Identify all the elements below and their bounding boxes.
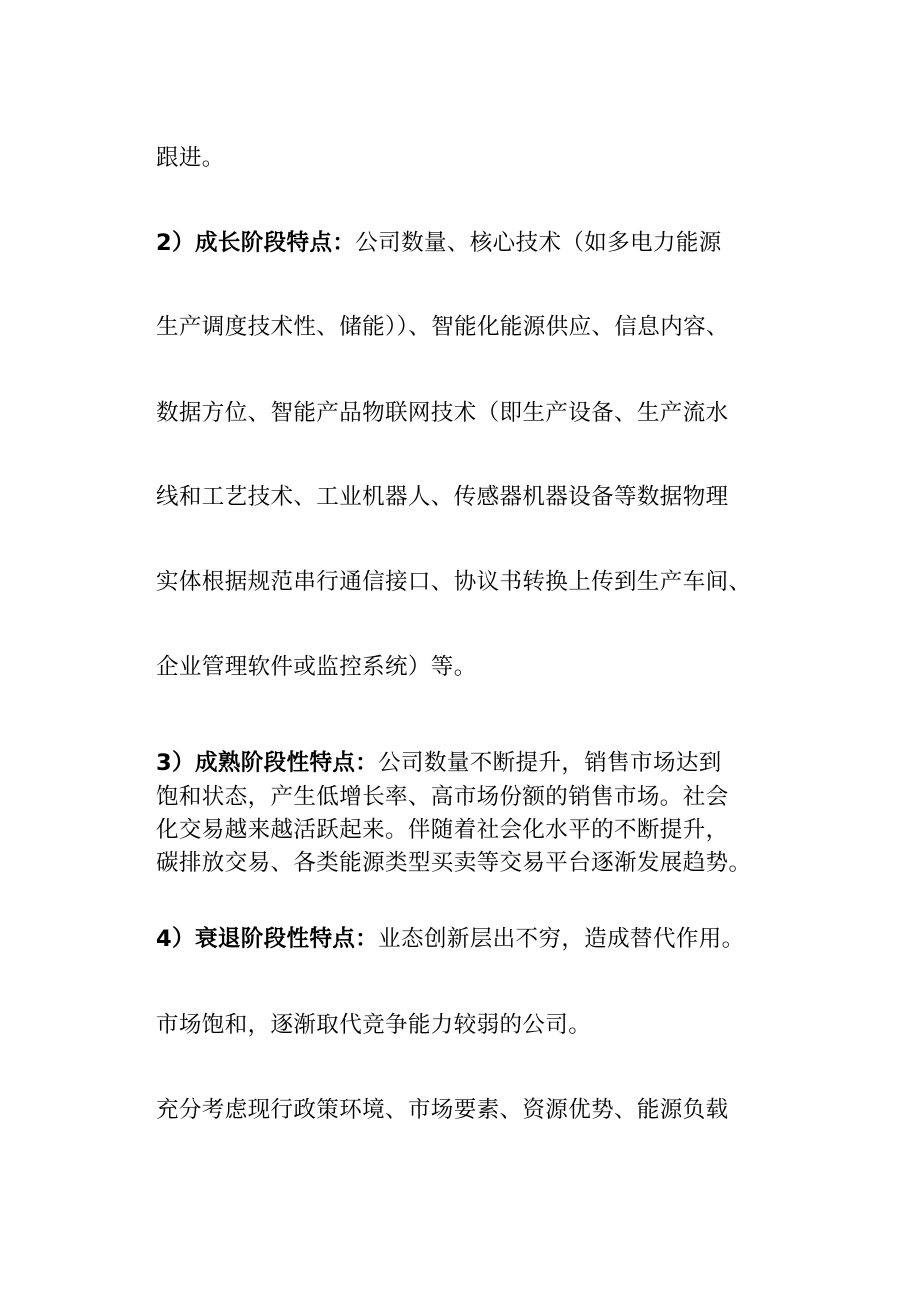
line-text: 充分考虑现行政策环境、市场要素、资源优势、能源负载 [156, 1097, 729, 1123]
text-line [156, 482, 729, 512]
line-text: 企业管理软件或监控系统）等。 [156, 654, 477, 680]
section-heading-decline: 4）衰退阶段性特点： [156, 926, 379, 952]
line-text: 跟进。 [156, 145, 225, 171]
line-text: 碳排放交易、各类能源类型买卖等交易平台逐渐发展趋势。 [156, 850, 752, 876]
section-heading-growth: 2）成长阶段特点： [156, 230, 356, 256]
section-heading-line [156, 228, 722, 258]
line-text: 线和工艺技术、工业机器人、传感器机器设备等数据物理 [156, 484, 729, 510]
text-line [156, 652, 477, 682]
text-line [156, 1095, 729, 1125]
line-text: 实体根据规范串行通信接口、协议书转换上传到生产车间、 [156, 569, 752, 595]
text-line [156, 815, 729, 845]
line-text: 公司数量、核心技术（如多电力能源 [355, 230, 722, 256]
text-line [156, 143, 225, 173]
section-heading-mature: 3）成熟阶段性特点： [156, 750, 379, 776]
text-line [156, 567, 751, 597]
text-line [156, 848, 751, 878]
line-text: 公司数量不断提升，销售市场达到 [378, 750, 722, 776]
text-line [156, 782, 729, 812]
line-text: 饱和状态，产生低增长率、高市场份额的销售市场。社会 [156, 784, 729, 810]
section-heading-line [156, 748, 722, 778]
line-text: 化交易越来越活跃起来。伴随着社会化水平的不断提升， [156, 817, 729, 843]
text-line [156, 312, 729, 342]
section-heading-line [156, 924, 745, 954]
line-text: 生产调度技术性、储能））、智能化能源供应、信息内容、 [156, 314, 729, 340]
line-text: 数据方位、智能产品物联网技术（即生产设备、生产流水 [156, 400, 729, 426]
line-text: 市场饱和，逐渐取代竞争能力较弱的公司。 [156, 1012, 592, 1038]
text-line [156, 1010, 591, 1040]
text-line [156, 398, 729, 428]
line-text: 业态创新层出不穷，造成替代作用。 [378, 926, 745, 952]
